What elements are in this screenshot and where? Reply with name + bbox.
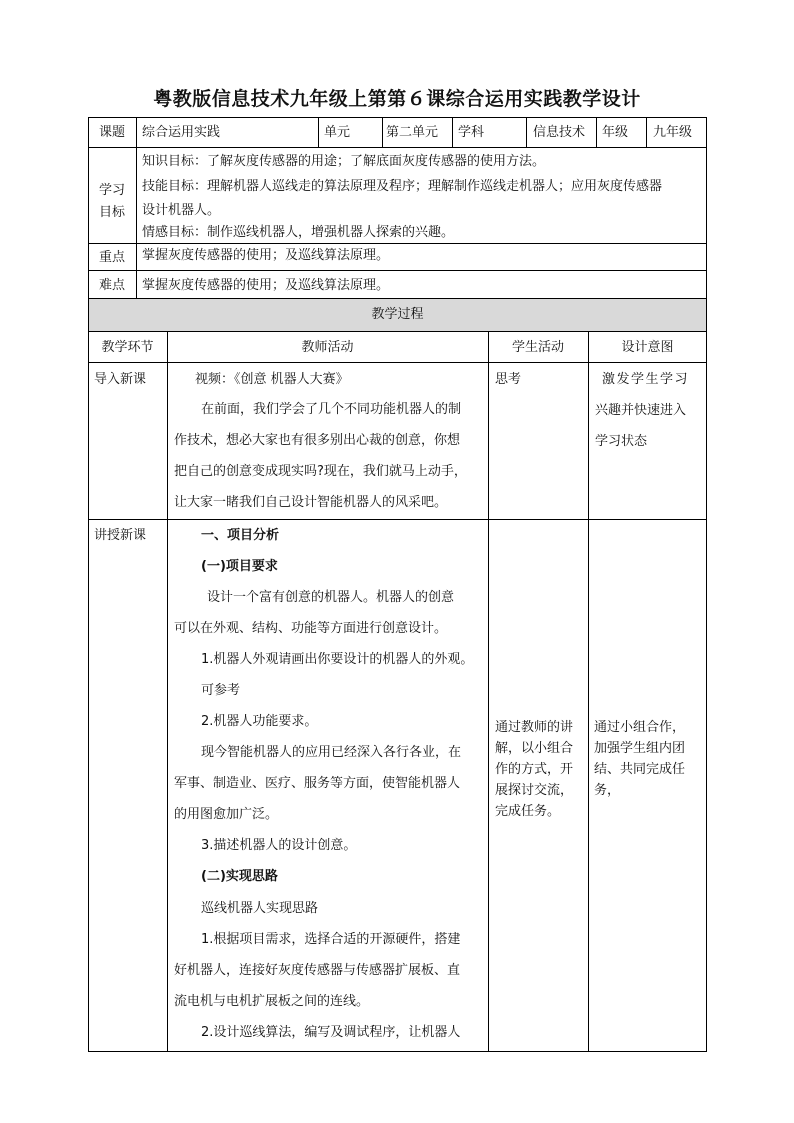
col-divider [588,331,589,1052]
lesson-intent-line: 加强学生组内团 [594,741,686,756]
lesson-teacher-line: 可参考 [201,683,241,698]
topic-value: 综合运用实践 [142,125,221,140]
objectives-label: 学习 目标 [98,183,125,220]
difficulties-label: 难点 [98,278,125,293]
objective-line: 知识目标：了解灰度传感器的用途；了解底面灰度传感器的使用方法。 [142,154,546,169]
lesson-teacher-line: 流电机与电机扩展板之间的连线。 [174,994,370,1009]
col-divider [452,117,453,147]
unit-value: 第二单元 [386,125,439,140]
lesson-subheading: (一)项目要求 [201,559,278,574]
subject-label: 学科 [458,125,485,140]
row-divider [88,270,707,271]
key-points-text: 掌握灰度传感器的使用；及巡线算法原理。 [142,248,390,263]
lesson-student-line: 完成任务。 [495,804,561,819]
col-divider [526,117,527,147]
objective-line: 情感目标：制作巡线机器人，增强机器人探索的兴趣。 [142,225,455,240]
lesson-teacher-line: 设计一个富有创意的机器人。机器人的创意 [207,590,455,605]
intro-teacher-line: 把自己的创意变成现实吗?现在，我们就马上动手， [174,464,467,479]
row-divider [88,331,707,332]
column-header: 教师活动 [301,340,354,355]
lesson-intent-line: 务， [594,783,621,798]
column-header: 设计意图 [621,340,674,355]
lesson-teacher-line: 可以在外观、结构、功能等方面进行创意设计。 [174,621,448,636]
lesson-intent-line: 结、共同完成任 [594,762,686,777]
column-header: 学生活动 [511,340,564,355]
lesson-student-line: 展探讨交流， [495,783,574,798]
lesson-teacher-line: 军事、制造业、医疗、服务等方面，使智能机器人 [174,776,461,791]
col-divider [646,117,647,147]
col-divider [382,117,383,147]
row-divider [88,243,707,244]
lesson-teacher-line: 好机器人，连接好灰度传感器与传感器扩展板、直 [174,963,461,978]
key-points-label: 重点 [98,250,125,265]
column-header: 教学环节 [101,340,154,355]
intro-teacher-line: 视频：《创意 机器人大赛》 [195,372,349,387]
intro-teacher-line: 作技术，想必大家也有很多别出心裁的创意，你想 [174,433,461,448]
grade-label: 年级 [602,125,629,140]
lesson-teacher-line: 3.描述机器人的设计创意。 [201,838,357,853]
intro-stage: 导入新课 [94,372,147,387]
row-divider [88,362,707,363]
intro-student: 思考 [495,372,522,387]
lesson-intent-line: 通过小组合作， [594,720,686,735]
lesson-subheading: (二)实现思路 [201,869,278,884]
lesson-teacher-line: 2.设计巡线算法，编写及调试程序，让机器人 [201,1025,461,1040]
objective-line: 技能目标：理解机器人巡线走的算法原理及程序；理解制作巡线走机器人；应用灰度传感器 [142,179,663,194]
grade-value: 九年级 [653,125,693,140]
lesson-teacher-line: 现今智能机器人的应用已经深入各行各业，在 [201,745,462,760]
topic-label: 课题 [98,125,125,140]
intro-teacher-line: 在前面，我们学会了几个不同功能机器人的制 [201,402,462,417]
lesson-heading: 一、项目分析 [201,528,280,543]
intro-intent-line: 学习状态 [595,434,648,449]
col-divider [318,117,319,147]
lesson-teacher-line: 巡线机器人实现思路 [201,901,319,916]
lesson-teacher-line: 1.根据项目需求，选择合适的开源硬件，搭建 [201,932,461,947]
lesson-teacher-line: 2.机器人功能要求。 [201,714,318,729]
unit-label: 单元 [324,125,351,140]
lesson-teacher-line: 的用图愈加广泛。 [174,807,279,822]
lesson-student-line: 作的方式，开 [495,762,574,777]
col-divider [136,117,137,298]
difficulties-text: 掌握灰度传感器的使用；及巡线算法原理。 [142,278,390,293]
row-divider [88,519,707,520]
subject-value: 信息技术 [533,125,586,140]
col-divider [488,331,489,1052]
intro-intent-line: 兴趣并快速进入 [595,403,687,418]
col-divider [167,331,168,1052]
objective-line: 设计机器人。 [142,203,221,218]
intro-teacher-line: 让大家一睹我们自己设计智能机器人的风采吧。 [174,495,448,510]
lesson-stage: 讲授新课 [94,528,147,543]
lesson-student-line: 通过教师的讲 [495,720,574,735]
row-divider [88,147,707,148]
page-title: 粤教版信息技术九年级上第第６课综合运用实践教学设计 [153,88,641,110]
col-divider [596,117,597,147]
process-title: 教学过程 [371,307,424,322]
lesson-teacher-line: 1.机器人外观请画出你要设计的机器人的外观。 [201,652,474,667]
lesson-student-line: 解，以小组合 [495,741,574,756]
intro-intent-line: 激发学生学习 [602,372,690,387]
